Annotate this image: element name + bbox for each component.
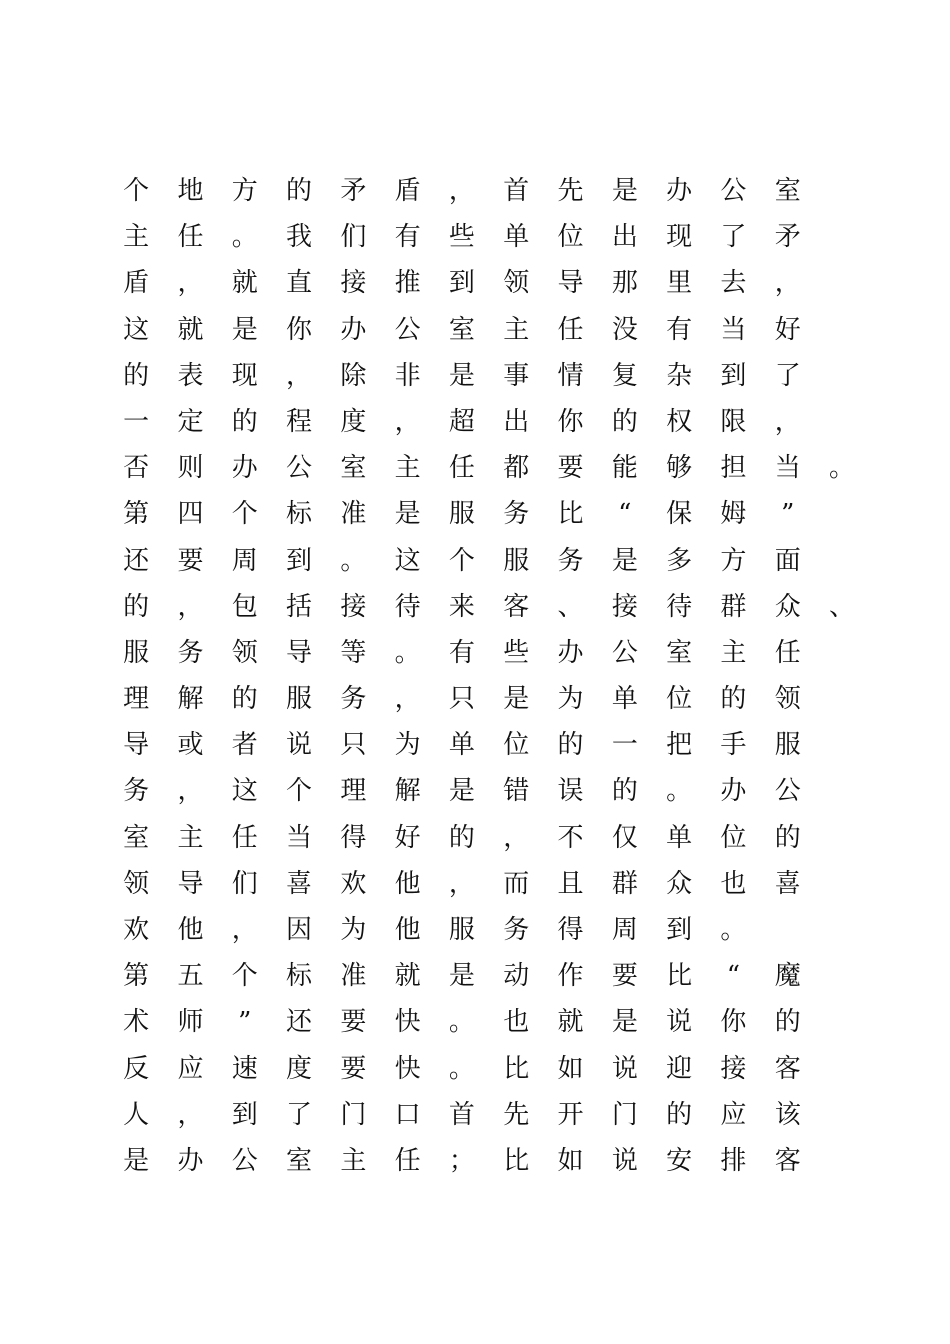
text-line: 还 要 周 到 。 这 个 服 务 是 多 方 面	[123, 545, 801, 576]
text-line: 导 或 者 说 只 为 单 位 的 一 把 手 服	[123, 730, 801, 761]
text-line: 第 四 个 标 准 是 服 务 比 “ 保 姆 ”	[123, 499, 795, 530]
text-line: 个 地 方 的 矛 盾 ， 首 先 是 办 公 室	[123, 176, 801, 206]
text-line: 术 师 ” 还 要 快 。 也 就 是 说 你 的	[123, 1007, 801, 1038]
text-line: 反 应 速 度 要 快 。 比 如 说 迎 接 客	[123, 1053, 801, 1084]
text-line: 务 ， 这 个 理 解 是 错 误 的 。 办 公	[123, 776, 801, 807]
text-line: 理 解 的 服 务 ， 只 是 为 单 位 的 领	[123, 684, 801, 715]
text-line: 领 导 们 喜 欢 他 ， 而 且 群 众 也 喜	[123, 868, 801, 899]
text-line: 的 表 现 ， 除 非 是 事 情 复 杂 到 了	[123, 360, 801, 391]
text-line: 这 就 是 你 办 公 室 主 任 没 有 当 好	[123, 314, 801, 345]
text-line: 欢 他 ， 因 为 他 服 务 得 周 到 。	[123, 915, 747, 945]
text-line: 否 则 办 公 室 主 任 都 要 能 够 担 当 。	[123, 453, 856, 484]
text-line: 第 五 个 标 准 就 是 动 作 要 比 “ 魔	[123, 961, 801, 992]
text-line: 人 ， 到 了 门 口 首 先 开 门 的 应 该	[123, 1099, 801, 1130]
text-line: 的 ， 包 括 接 待 来 客 、 接 待 群 众 、	[123, 591, 856, 622]
text-line: 服 务 领 导 等 。 有 些 办 公 室 主 任	[123, 637, 801, 668]
body-text	[109, 168, 889, 1184]
text-line: 是 办 公 室 主 任 ； 比 如 说 安 排 客	[123, 1145, 801, 1176]
text-line: 主 任 。 我 们 有 些 单 位 出 现 了 矛	[123, 222, 801, 253]
text-line: 室 主 任 当 得 好 的 ， 不 仅 单 位 的	[123, 822, 801, 853]
text-line: 一 定 的 程 度 ， 超 出 你 的 权 限 ，	[123, 406, 801, 437]
text-line: 盾 ， 就 直 接 推 到 领 导 那 里 去 ，	[123, 268, 801, 299]
